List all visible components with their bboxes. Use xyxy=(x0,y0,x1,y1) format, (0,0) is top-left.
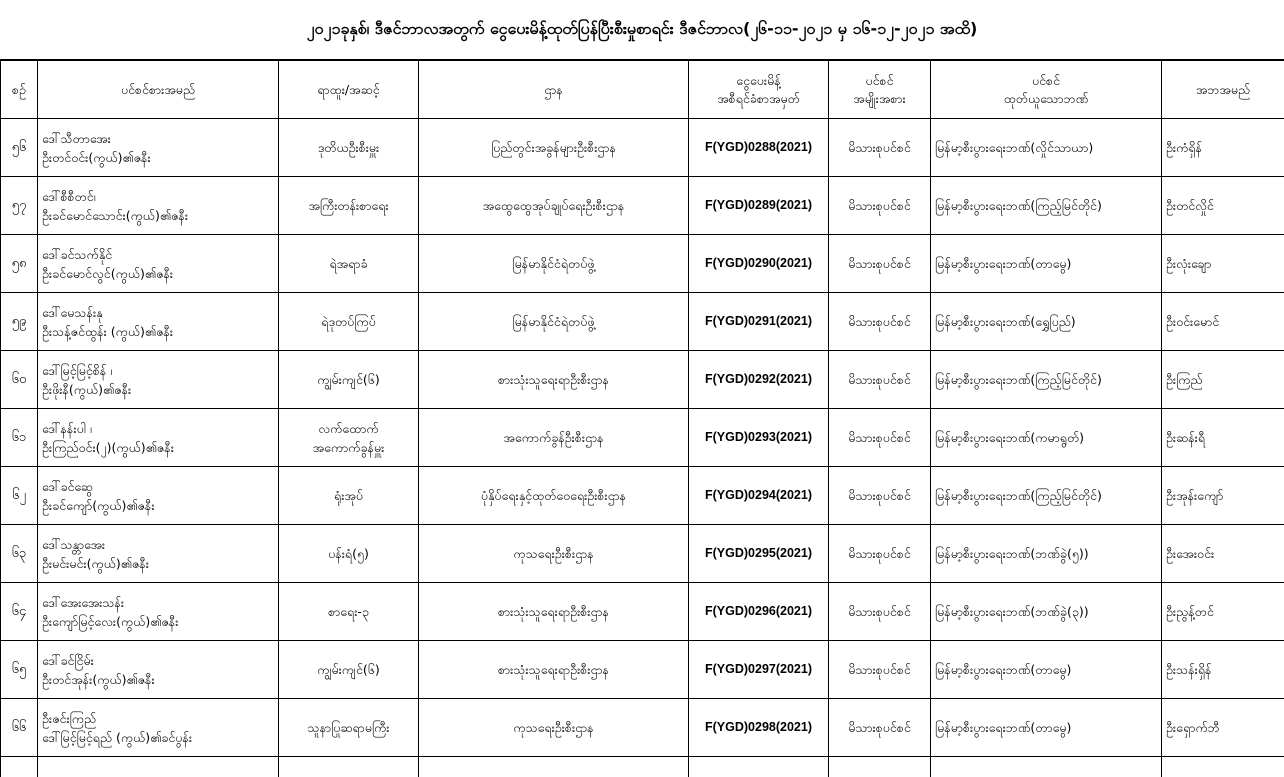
owner-relation: ဦးခင်မောင်လွင်(ကွယ်)၏ဇနီး xyxy=(42,264,274,283)
cell-owner[interactable] xyxy=(38,293,279,351)
cell-order[interactable] xyxy=(689,525,829,583)
cell-order[interactable] xyxy=(689,293,829,351)
cell-father[interactable] xyxy=(1162,293,1284,351)
cell-department[interactable] xyxy=(419,409,689,467)
cell-father[interactable] xyxy=(1162,467,1284,525)
bank-text: မြန်မာ့စီးပွားရေးဘဏ်(ဘဏ်ခွဲ(၅)) xyxy=(935,544,1157,563)
father-name: ဦးညွန့်တင် xyxy=(1166,602,1280,621)
father-name: ဦးအေးဝင်း xyxy=(1166,544,1280,563)
row-number: ၅၆ xyxy=(5,138,33,157)
order-number: F(YGD)0295(2021) xyxy=(693,544,824,563)
order-number: F(YGD)0296(2021) xyxy=(693,602,824,621)
rank-text: အကောက်ခွန်မှူး xyxy=(283,438,414,457)
department-text: ကုသရေးဦးစီးဌာန xyxy=(423,718,684,737)
row-number: ၆၅ xyxy=(5,660,33,679)
row-number: ၅၈ xyxy=(5,254,33,273)
cell-father[interactable] xyxy=(1162,641,1284,699)
owner-name: ဒေါ်သီတာအေး xyxy=(42,129,274,148)
bank-text: မြန်မာ့စီးပွားရေးဘဏ်(ကြည့်မြင်တိုင်) xyxy=(935,370,1157,389)
bank-text: မြန်မာ့စီးပွားရေးဘဏ်(တာမွေ) xyxy=(935,660,1157,679)
pension-type: မိသားစုပင်စင် xyxy=(833,602,926,621)
cell-bank[interactable] xyxy=(931,119,1162,177)
cell-no[interactable] xyxy=(1,235,38,293)
owner-relation: ဦးကျော်မြင့်လေး(ကွယ်)၏ဇနီး xyxy=(42,612,274,631)
owner-name: ဒေါ်ခင်သက်နိုင် xyxy=(42,245,274,264)
header-department: ဌာန xyxy=(419,61,689,119)
cell-type[interactable] xyxy=(829,525,931,583)
bank-text: မြန်မာ့စီးပွားရေးဘဏ်(ကမာရွတ်) xyxy=(935,428,1157,447)
order-number: F(YGD)0298(2021) xyxy=(693,718,824,737)
cell-department[interactable] xyxy=(419,525,689,583)
cell-type[interactable] xyxy=(829,177,931,235)
pension-type: မိသားစုပင်စင် xyxy=(833,138,926,157)
rank-text: စာရေး-၃ xyxy=(283,602,414,621)
father-name: ဦးရှောက်ဘီ xyxy=(1166,718,1280,737)
header-no: စဉ် xyxy=(1,61,38,119)
cell-type[interactable] xyxy=(829,409,931,467)
cell-no[interactable] xyxy=(1,177,38,235)
cell-order[interactable] xyxy=(689,119,829,177)
cell-owner[interactable] xyxy=(38,525,279,583)
cell-type[interactable] xyxy=(829,699,931,757)
cell-bank[interactable] xyxy=(931,235,1162,293)
rank-text: အကြီးတန်းစာရေး xyxy=(283,196,414,215)
row-number: ၆၆ xyxy=(5,718,33,737)
table-row-partial xyxy=(1,757,1284,777)
cell-no[interactable] xyxy=(1,525,38,583)
partial-cell[interactable] xyxy=(1162,757,1284,777)
father-name: ဦးကြည် xyxy=(1166,370,1280,389)
table-row xyxy=(1,583,1284,641)
bank-text: မြန်မာ့စီးပွားရေးဘဏ်(တာမွေ) xyxy=(935,718,1157,737)
owner-name: ဒေါ်မြင့်မြင့်စိန် ၊ xyxy=(42,361,274,380)
cell-rank[interactable] xyxy=(279,467,419,525)
cell-rank[interactable] xyxy=(279,177,419,235)
row-number: ၅၉ xyxy=(5,312,33,331)
owner-name: ဒေါ်မေသန်းနု xyxy=(42,303,274,322)
cell-order[interactable] xyxy=(689,235,829,293)
cell-owner[interactable] xyxy=(38,177,279,235)
order-number: F(YGD)0291(2021) xyxy=(693,312,824,331)
order-number: F(YGD)0288(2021) xyxy=(693,138,824,157)
bank-text: မြန်မာ့စီးပွားရေးဘဏ်(တာမွေ) xyxy=(935,254,1157,273)
row-number: ၅၇ xyxy=(5,196,33,215)
pension-type: မိသားစုပင်စင် xyxy=(833,486,926,505)
father-name: ဦးလုံးချော xyxy=(1166,254,1280,273)
cell-bank[interactable] xyxy=(931,409,1162,467)
cell-father[interactable] xyxy=(1162,351,1284,409)
cell-department[interactable] xyxy=(419,641,689,699)
cell-bank[interactable] xyxy=(931,583,1162,641)
bank-text: မြန်မာ့စီးပွားရေးဘဏ်(ရွှေပြည်) xyxy=(935,312,1157,331)
cell-department[interactable] xyxy=(419,119,689,177)
father-name: ဦးကံရှိန် xyxy=(1166,138,1280,157)
header-father: အဘအမည် xyxy=(1162,61,1284,119)
cell-bank[interactable] xyxy=(931,699,1162,757)
order-number: F(YGD)0290(2021) xyxy=(693,254,824,273)
bank-text: မြန်မာ့စီးပွားရေးဘဏ်(ကြည့်မြင်တိုင်) xyxy=(935,196,1157,215)
owner-relation: ဒေါ်မြင့်မြင့်ရည် (ကွယ်)၏ခင်ပွန်း xyxy=(42,728,274,747)
cell-order[interactable] xyxy=(689,351,829,409)
cell-father[interactable] xyxy=(1162,119,1284,177)
order-number: F(YGD)0289(2021) xyxy=(693,196,824,215)
cell-department[interactable] xyxy=(419,235,689,293)
owner-name: ဒေါ်ခင်ငြိမ်း xyxy=(42,651,274,670)
partial-cell[interactable] xyxy=(419,757,689,777)
owner-name: ဒေါ်အေးအေးသန်း xyxy=(42,593,274,612)
rank-text: ဒုတိယဦးစီးမှူး xyxy=(283,138,414,157)
row-number: ၆၁ xyxy=(5,428,33,447)
header-rank: ရာထူး/အဆင့် xyxy=(279,61,419,119)
cell-bank[interactable] xyxy=(931,641,1162,699)
cell-owner[interactable] xyxy=(38,583,279,641)
pension-type: မိသားစုပင်စင် xyxy=(833,718,926,737)
report-title: ၂၀၂၁ခုနှစ်၊ ဒီဇင်ဘာလအတွက် ငွေပေးမိန့်ထုတ်ပြန်ပြီးစီးမှုစာရင်း ဒီဇင်ဘာလ(၂၆-၁၁-၂၀၂၁ မှ ၁၆-၁၂-၂၀၂၁ အထိ) xyxy=(0,0,1284,60)
department-text: ပုံနှိပ်ရေးနှင့်ထုတ်ဝေရေးဦးစီးဌာန xyxy=(423,486,684,505)
father-name: ဦးအုန်းကျော် xyxy=(1166,486,1280,505)
father-name: ဦးဆန်းရီ xyxy=(1166,428,1280,447)
cell-order[interactable] xyxy=(689,467,829,525)
rank-text: ရဲအရာခံ xyxy=(283,254,414,273)
partial-cell[interactable] xyxy=(689,757,829,777)
header-row xyxy=(1,61,1284,119)
pension-type: မိသားစုပင်စင် xyxy=(833,312,926,331)
rank-text: ကျွမ်းကျင်(၆) xyxy=(283,370,414,389)
cell-owner[interactable] xyxy=(38,467,279,525)
order-number: F(YGD)0292(2021) xyxy=(693,370,824,389)
pension-type: မိသားစုပင်စင် xyxy=(833,196,926,215)
partial-cell[interactable] xyxy=(931,757,1162,777)
header-bank: ပင်စင် ထုတ်ယူသောဘဏ် xyxy=(931,61,1162,119)
pension-type: မိသားစုပင်စင် xyxy=(833,660,926,679)
owner-name: ဦးဇင်းကြည် xyxy=(42,709,274,728)
table-row xyxy=(1,235,1284,293)
father-name: ဦးတင်လှိုင် xyxy=(1166,196,1280,215)
rank-text: ပန်းရံ(၅) xyxy=(283,544,414,563)
pension-table xyxy=(0,60,1284,777)
cell-type[interactable] xyxy=(829,119,931,177)
cell-father[interactable] xyxy=(1162,177,1284,235)
table-row xyxy=(1,525,1284,583)
cell-department[interactable] xyxy=(419,177,689,235)
cell-bank[interactable] xyxy=(931,293,1162,351)
cell-department[interactable] xyxy=(419,699,689,757)
cell-no[interactable] xyxy=(1,119,38,177)
cell-no[interactable] xyxy=(1,583,38,641)
cell-order[interactable] xyxy=(689,641,829,699)
header-owner: ပင်စင်စားအမည် xyxy=(38,61,279,119)
cell-father[interactable] xyxy=(1162,235,1284,293)
department-text: စားသုံးသူရေးရာဦးစီးဌာန xyxy=(423,370,684,389)
table-row xyxy=(1,351,1284,409)
cell-type[interactable] xyxy=(829,293,931,351)
table-row xyxy=(1,641,1284,699)
cell-rank[interactable] xyxy=(279,351,419,409)
bank-text: မြန်မာ့စီးပွားရေးဘဏ်(ကြည့်မြင်တိုင်) xyxy=(935,486,1157,505)
cell-rank[interactable] xyxy=(279,409,419,467)
cell-rank[interactable] xyxy=(279,583,419,641)
partial-cell[interactable] xyxy=(829,757,931,777)
owner-relation: ဦးကြည်ဝင်း(၂)(ကွယ်)၏ဇနီး xyxy=(42,438,274,457)
cell-department[interactable] xyxy=(419,293,689,351)
department-text: စားသုံးသူရေးရာဦးစီးဌာန xyxy=(423,602,684,621)
cell-owner[interactable] xyxy=(38,641,279,699)
cell-bank[interactable] xyxy=(931,351,1162,409)
cell-no[interactable] xyxy=(1,351,38,409)
row-number: ၆၃ xyxy=(5,544,33,563)
department-text: အကောက်ခွန်ဦးစီးဌာန xyxy=(423,428,684,447)
department-text: စားသုံးသူရေးရာဦးစီးဌာန xyxy=(423,660,684,679)
owner-relation: ဦးတင်အုန်း(ကွယ်)၏ဇနီး xyxy=(42,670,274,689)
owner-name: ဒေါ်နန်းပါ ၊ xyxy=(42,419,274,438)
father-name: ဦးဝင်းမောင် xyxy=(1166,312,1280,331)
cell-father[interactable] xyxy=(1162,525,1284,583)
cell-rank[interactable] xyxy=(279,699,419,757)
cell-owner[interactable] xyxy=(38,235,279,293)
bank-text: မြန်မာ့စီးပွားရေးဘဏ်(ဘဏ်ခွဲ(၃)) xyxy=(935,602,1157,621)
table-row xyxy=(1,467,1284,525)
cell-type[interactable] xyxy=(829,235,931,293)
cell-father[interactable] xyxy=(1162,699,1284,757)
cell-order[interactable] xyxy=(689,699,829,757)
cell-rank[interactable] xyxy=(279,119,419,177)
cell-order[interactable] xyxy=(689,583,829,641)
cell-owner[interactable] xyxy=(38,699,279,757)
rank-text: ကျွမ်းကျင်(၆) xyxy=(283,660,414,679)
cell-type[interactable] xyxy=(829,583,931,641)
cell-father[interactable] xyxy=(1162,409,1284,467)
rank-text: လက်ထောက် xyxy=(283,419,414,438)
cell-bank[interactable] xyxy=(931,177,1162,235)
cell-rank[interactable] xyxy=(279,235,419,293)
cell-department[interactable] xyxy=(419,351,689,409)
cell-bank[interactable] xyxy=(931,525,1162,583)
cell-type[interactable] xyxy=(829,641,931,699)
cell-no[interactable] xyxy=(1,293,38,351)
cell-type[interactable] xyxy=(829,351,931,409)
cell-father[interactable] xyxy=(1162,583,1284,641)
cell-no[interactable] xyxy=(1,699,38,757)
partial-cell[interactable] xyxy=(279,757,419,777)
cell-rank[interactable] xyxy=(279,641,419,699)
cell-order[interactable] xyxy=(689,409,829,467)
table-row xyxy=(1,699,1284,757)
row-number: ၆၄ xyxy=(5,602,33,621)
department-text: အထွေထွေအုပ်ချုပ်ရေးဦးစီးဌာန xyxy=(423,196,684,215)
table-row xyxy=(1,293,1284,351)
department-text: ကုသရေးဦးစီးဌာန xyxy=(423,544,684,563)
rank-text: သူနာပြုဆရာမကြီး xyxy=(283,718,414,737)
cell-no[interactable] xyxy=(1,467,38,525)
owner-relation: ဦးဖိုးနီ(ကွယ်)၏ဇနီး xyxy=(42,380,274,399)
order-number: F(YGD)0297(2021) xyxy=(693,660,824,679)
department-text: ပြည်တွင်းအခွန်များဦးစီးဌာန xyxy=(423,138,684,157)
bank-text: မြန်မာ့စီးပွားရေးဘဏ်(လှိုင်သာယာ) xyxy=(935,138,1157,157)
partial-cell[interactable] xyxy=(1,757,38,777)
owner-relation: ဦးခင်မောင်သောင်း(ကွယ်)၏ဇနီး xyxy=(42,206,274,225)
owner-relation: ဦးမင်းမင်း(ကွယ်)၏ဇနီး xyxy=(42,554,274,573)
order-number: F(YGD)0294(2021) xyxy=(693,486,824,505)
table-body xyxy=(1,119,1284,777)
owner-name: ဒေါ်စီစီတင်၊ xyxy=(42,187,274,206)
owner-relation: ဦးတင်ဝင်း(ကွယ်)၏ဇနီး xyxy=(42,148,274,167)
cell-type[interactable] xyxy=(829,467,931,525)
header-type: ပင်စင် အမျိုးအစား xyxy=(829,61,931,119)
cell-rank[interactable] xyxy=(279,525,419,583)
rank-text: ရုံးအုပ် xyxy=(283,486,414,505)
owner-relation: ဦးခင်ကျော်(ကွယ်)၏ဇနီး xyxy=(42,496,274,515)
row-number: ၆၂ xyxy=(5,486,33,505)
partial-cell[interactable] xyxy=(38,757,279,777)
cell-owner[interactable] xyxy=(38,351,279,409)
row-number: ၆၀ xyxy=(5,370,33,389)
pension-type: မိသားစုပင်စင် xyxy=(833,370,926,389)
owner-name: ဒေါ်သန္တာအေး xyxy=(42,535,274,554)
cell-rank[interactable] xyxy=(279,293,419,351)
cell-order[interactable] xyxy=(689,177,829,235)
owner-relation: ဦးသန့်ဇင်ထွန်း (ကွယ်)၏ဇနီး xyxy=(42,322,274,341)
rank-text: ရဲဒုတပ်ကြပ် xyxy=(283,312,414,331)
cell-department[interactable] xyxy=(419,583,689,641)
table-row xyxy=(1,119,1284,177)
order-number: F(YGD)0293(2021) xyxy=(693,428,824,447)
pension-type: မိသားစုပင်စင် xyxy=(833,428,926,447)
cell-no[interactable] xyxy=(1,409,38,467)
department-text: မြန်မာနိုင်ငံရဲတပ်ဖွဲ့ xyxy=(423,254,684,273)
table-row xyxy=(1,177,1284,235)
pension-type: မိသားစုပင်စင် xyxy=(833,544,926,563)
pension-type: မိသားစုပင်စင် xyxy=(833,254,926,273)
table-row xyxy=(1,409,1284,467)
cell-owner[interactable] xyxy=(38,119,279,177)
header-order: ငွေပေးမိန့် အစီရင်ခံစာအမှတ် xyxy=(689,61,829,119)
father-name: ဦးသန်းရှိန် xyxy=(1166,660,1280,679)
department-text: မြန်မာနိုင်ငံရဲတပ်ဖွဲ့ xyxy=(423,312,684,331)
cell-owner[interactable] xyxy=(38,409,279,467)
owner-name: ဒေါ်ခင်ဆွေ xyxy=(42,477,274,496)
cell-bank[interactable] xyxy=(931,467,1162,525)
cell-no[interactable] xyxy=(1,641,38,699)
cell-department[interactable] xyxy=(419,467,689,525)
